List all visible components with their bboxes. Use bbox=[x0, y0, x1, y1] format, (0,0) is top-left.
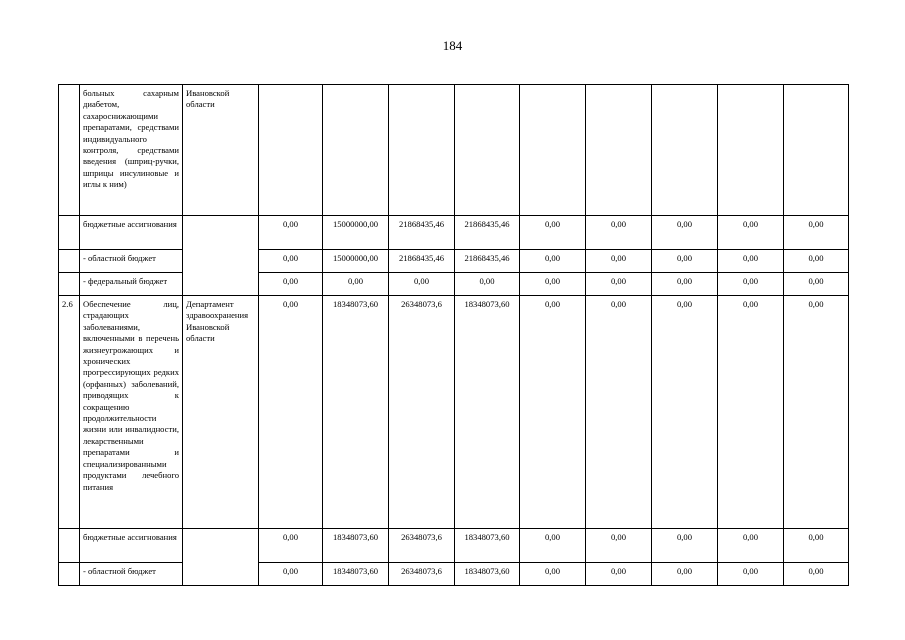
value-cell: 21868435,46 bbox=[389, 216, 455, 250]
row-index-cell bbox=[59, 273, 80, 296]
value-cell: 18348073,60 bbox=[323, 563, 389, 586]
value-cell bbox=[323, 85, 389, 216]
value-cell: 21868435,46 bbox=[389, 250, 455, 273]
row-index-cell bbox=[59, 563, 80, 586]
row-name-cell: - областной бюджет bbox=[80, 250, 183, 273]
value-cell: 0,00 bbox=[520, 250, 586, 273]
value-cell bbox=[389, 85, 455, 216]
table-row bbox=[59, 296, 849, 529]
value-cell: 0,00 bbox=[718, 273, 784, 296]
page-number: 184 bbox=[442, 38, 463, 53]
value-cell: 0,00 bbox=[520, 529, 586, 563]
row-name-cell: больных сахарным диабетом, сахароснижающими препаратами, средствами индивидуального контроля, средствами введения (шприц-ручки, шприцы инсулиновые и иглы к ним) bbox=[80, 85, 183, 216]
value-cell bbox=[784, 85, 849, 216]
value-cell: 0,00 bbox=[520, 563, 586, 586]
row-name-cell: бюджетные ассигнования bbox=[80, 529, 183, 563]
value-cell: 0,00 bbox=[586, 216, 652, 250]
value-cell: 0,00 bbox=[520, 216, 586, 250]
row-executor-cell: Департамент здравоохранения Ивановской области bbox=[183, 296, 259, 529]
row-index-cell bbox=[59, 529, 80, 563]
value-cell: 0,00 bbox=[586, 563, 652, 586]
value-cell: 0,00 bbox=[586, 273, 652, 296]
value-cell bbox=[586, 85, 652, 216]
row-name-cell: - федеральный бюджет bbox=[80, 273, 183, 296]
value-cell: 0,00 bbox=[259, 529, 323, 563]
row-index-cell bbox=[59, 250, 80, 273]
value-cell: 0,00 bbox=[259, 273, 323, 296]
value-cell: 0,00 bbox=[784, 529, 849, 563]
value-cell: 0,00 bbox=[259, 216, 323, 250]
value-cell: 26348073,6 bbox=[389, 296, 455, 529]
value-cell: 26348073,6 bbox=[389, 529, 455, 563]
value-cell: 0,00 bbox=[586, 296, 652, 529]
row-index-cell bbox=[59, 216, 80, 250]
table-row bbox=[59, 529, 849, 563]
budget-table bbox=[58, 84, 849, 586]
value-cell: 0,00 bbox=[718, 250, 784, 273]
value-cell: 15000000,00 bbox=[323, 250, 389, 273]
value-cell: 15000000,00 bbox=[323, 216, 389, 250]
value-cell: 0,00 bbox=[652, 250, 718, 273]
value-cell bbox=[520, 85, 586, 216]
value-cell: 18348073,60 bbox=[455, 563, 520, 586]
value-cell: 0,00 bbox=[718, 216, 784, 250]
row-name-cell: - областной бюджет bbox=[80, 563, 183, 586]
value-cell: 0,00 bbox=[718, 529, 784, 563]
value-cell: 0,00 bbox=[520, 273, 586, 296]
value-cell bbox=[718, 85, 784, 216]
value-cell: 0,00 bbox=[323, 273, 389, 296]
value-cell: 26348073,6 bbox=[389, 563, 455, 586]
value-cell: 0,00 bbox=[718, 563, 784, 586]
row-name-cell: Обеспечение лиц, страдающих заболеваниями, включенными в перечень жизнеугрожающих и хронических прогрессирующих редких (орфанных) заболеваний, приводящих к сокращению продолжительности жизни или инвалидности, лекарственными препаратами и специализированными продуктами лечебного питания bbox=[80, 296, 183, 529]
value-cell: 0,00 bbox=[652, 216, 718, 250]
value-cell: 0,00 bbox=[784, 216, 849, 250]
value-cell: 0,00 bbox=[259, 296, 323, 529]
value-cell: 18348073,60 bbox=[323, 296, 389, 529]
value-cell bbox=[259, 85, 323, 216]
value-cell bbox=[455, 85, 520, 216]
table-row bbox=[59, 563, 849, 586]
value-cell: 0,00 bbox=[784, 296, 849, 529]
table-row bbox=[59, 85, 849, 216]
row-index-cell bbox=[59, 85, 80, 216]
row-name-cell: бюджетные ассигнования bbox=[80, 216, 183, 250]
value-cell: 0,00 bbox=[784, 273, 849, 296]
value-cell: 21868435,46 bbox=[455, 250, 520, 273]
value-cell: 18348073,60 bbox=[455, 529, 520, 563]
row-index-cell: 2.6 bbox=[59, 296, 80, 529]
value-cell: 0,00 bbox=[259, 250, 323, 273]
table-row bbox=[59, 273, 849, 296]
value-cell: 18348073,60 bbox=[455, 296, 520, 529]
value-cell: 0,00 bbox=[455, 273, 520, 296]
value-cell: 0,00 bbox=[652, 273, 718, 296]
value-cell: 0,00 bbox=[652, 296, 718, 529]
value-cell: 0,00 bbox=[389, 273, 455, 296]
value-cell: 0,00 bbox=[718, 296, 784, 529]
value-cell: 18348073,60 bbox=[323, 529, 389, 563]
value-cell: 0,00 bbox=[784, 563, 849, 586]
value-cell: 0,00 bbox=[652, 529, 718, 563]
value-cell: 0,00 bbox=[259, 563, 323, 586]
value-cell: 0,00 bbox=[520, 296, 586, 529]
value-cell: 0,00 bbox=[586, 250, 652, 273]
row-executor-cell bbox=[183, 216, 259, 296]
row-executor-cell bbox=[183, 529, 259, 586]
value-cell bbox=[652, 85, 718, 216]
table-row bbox=[59, 216, 849, 250]
row-executor-cell: Ивановской области bbox=[183, 85, 259, 216]
value-cell: 0,00 bbox=[652, 563, 718, 586]
value-cell: 0,00 bbox=[586, 529, 652, 563]
table-row bbox=[59, 250, 849, 273]
value-cell: 0,00 bbox=[784, 250, 849, 273]
value-cell: 21868435,46 bbox=[455, 216, 520, 250]
